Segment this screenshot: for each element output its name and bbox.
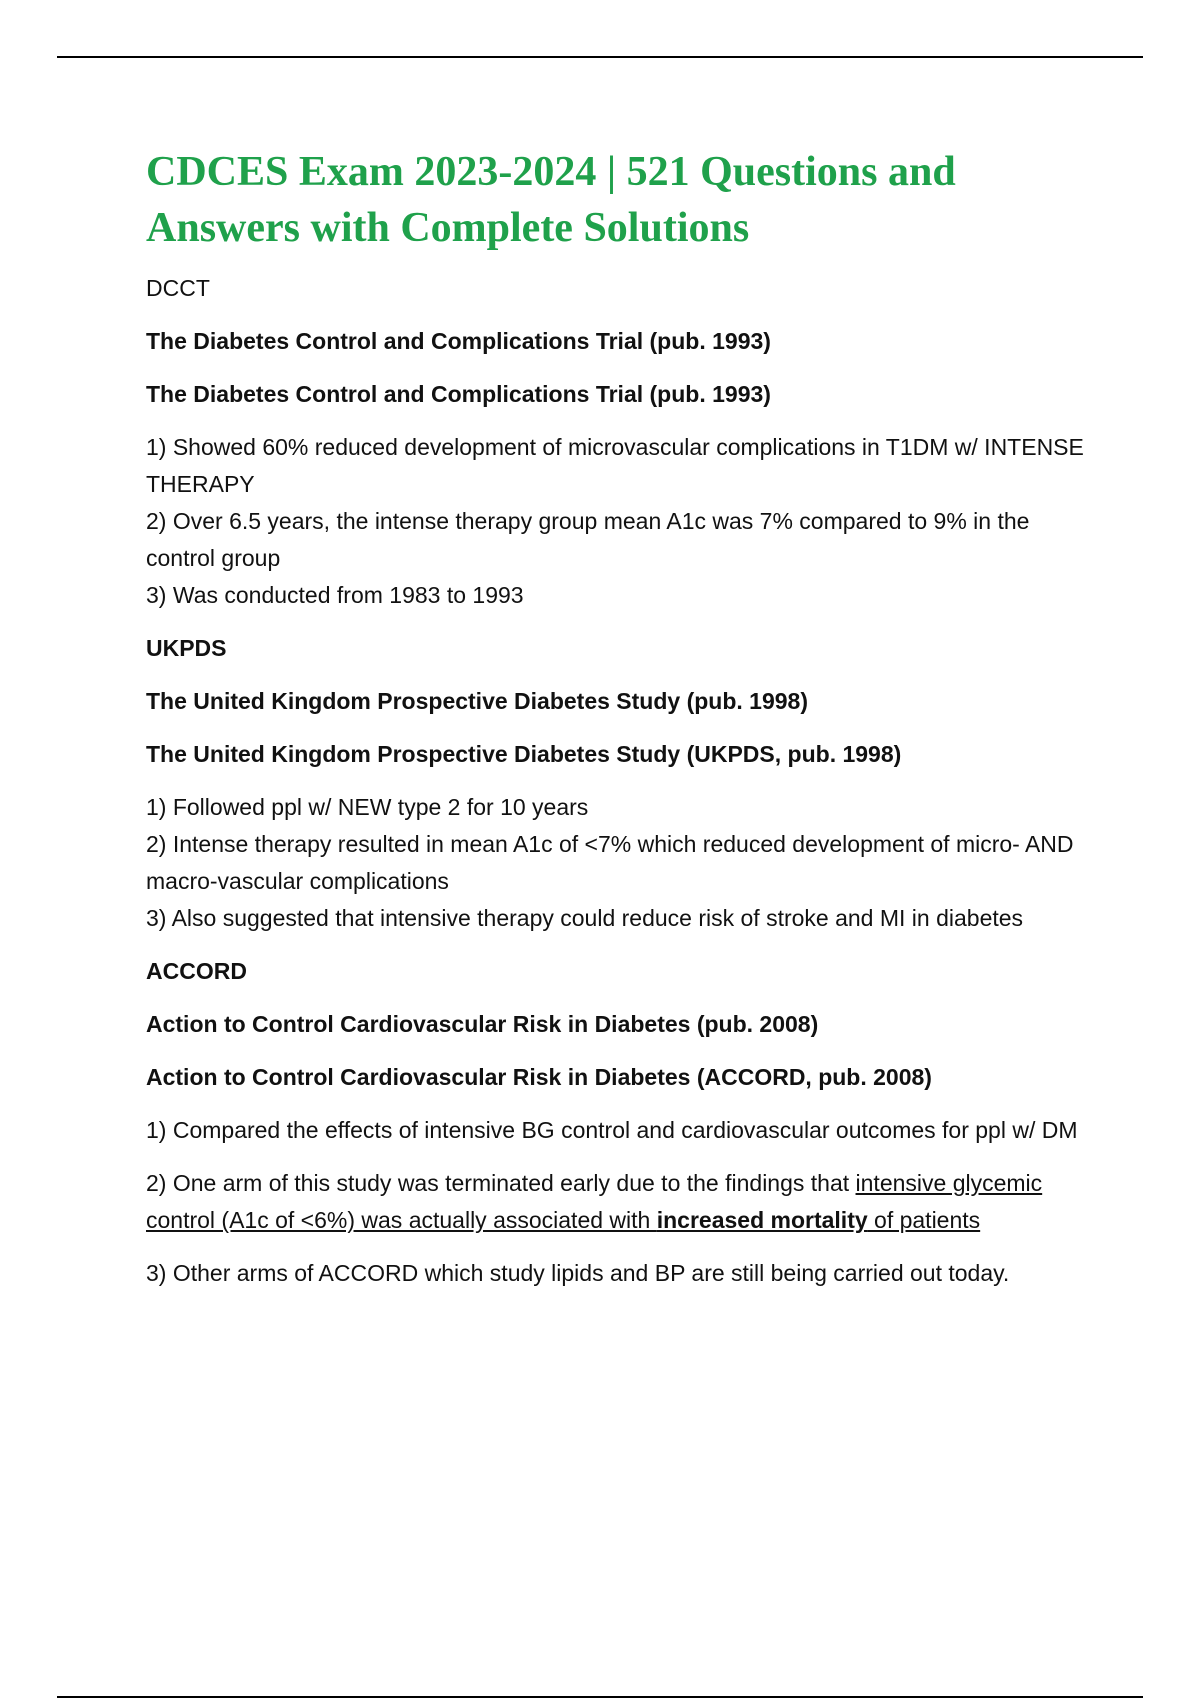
document-body	[146, 144, 1096, 1308]
accord-point-2-underlined-b: of patients	[867, 1207, 981, 1233]
document-title: CDCES Exam 2023-2024 | 521 Questions and Answers with Complete Solutions	[146, 149, 956, 251]
accord-point-2-lead: 2) One arm of this study was terminated early due to the findings that	[146, 1170, 856, 1196]
list-item: 1) Showed 60% reduced development of microvascular complications in T1DM w/ INTENSE THERAPY	[146, 434, 1084, 497]
question-dcct: The Diabetes Control and Complications Trial (pub. 1993)	[146, 328, 771, 354]
answer-heading-accord: Action to Control Cardiovascular Risk in Diabetes (ACCORD, pub. 2008)	[146, 1064, 932, 1090]
list-item: 3) Also suggested that intensive therapy could reduce risk of stroke and MI in diabetes	[146, 905, 1024, 931]
answer-heading-dcct: The Diabetes Control and Complications Trial (pub. 1993)	[146, 381, 771, 407]
list-item: 2) Intense therapy resulted in mean A1c of <7% which reduced development of micro- AND macro-vascular complications	[146, 831, 1074, 894]
question-accord: Action to Control Cardiovascular Risk in Diabetes (pub. 2008)	[146, 1011, 819, 1037]
list-item: 2) Over 6.5 years, the intense therapy group mean A1c was 7% compared to 9% in the control group	[146, 508, 1030, 571]
answer-list-ukpds	[146, 789, 1096, 937]
question-ukpds: The United Kingdom Prospective Diabetes Study (pub. 1998)	[146, 688, 809, 714]
accord-point-1: 1) Compared the effects of intensive BG control and cardiovascular outcomes for ppl w/ DM	[146, 1117, 1078, 1143]
list-item: 1) Followed ppl w/ NEW type 2 for 10 years	[146, 794, 589, 820]
accord-point-2	[146, 1165, 1096, 1239]
list-item: 3) Was conducted from 1983 to 1993	[146, 582, 524, 608]
accord-point-3: 3) Other arms of ACCORD which study lipids and BP are still being carried out today.	[146, 1260, 1010, 1286]
accord-point-2-underlined-a: intensive glycemic control (A1c of <6%) was actually associated with	[146, 1170, 1043, 1233]
term-accord: ACCORD	[146, 958, 247, 984]
bottom-rule	[57, 1696, 1143, 1698]
term-dcct: DCCT	[146, 275, 210, 301]
answer-heading-ukpds: The United Kingdom Prospective Diabetes Study (UKPDS, pub. 1998)	[146, 741, 902, 767]
term-ukpds: UKPDS	[146, 635, 227, 661]
answer-list-dcct	[146, 429, 1096, 614]
top-rule	[57, 56, 1143, 58]
accord-point-2-emphasis: increased mortality	[656, 1207, 868, 1233]
